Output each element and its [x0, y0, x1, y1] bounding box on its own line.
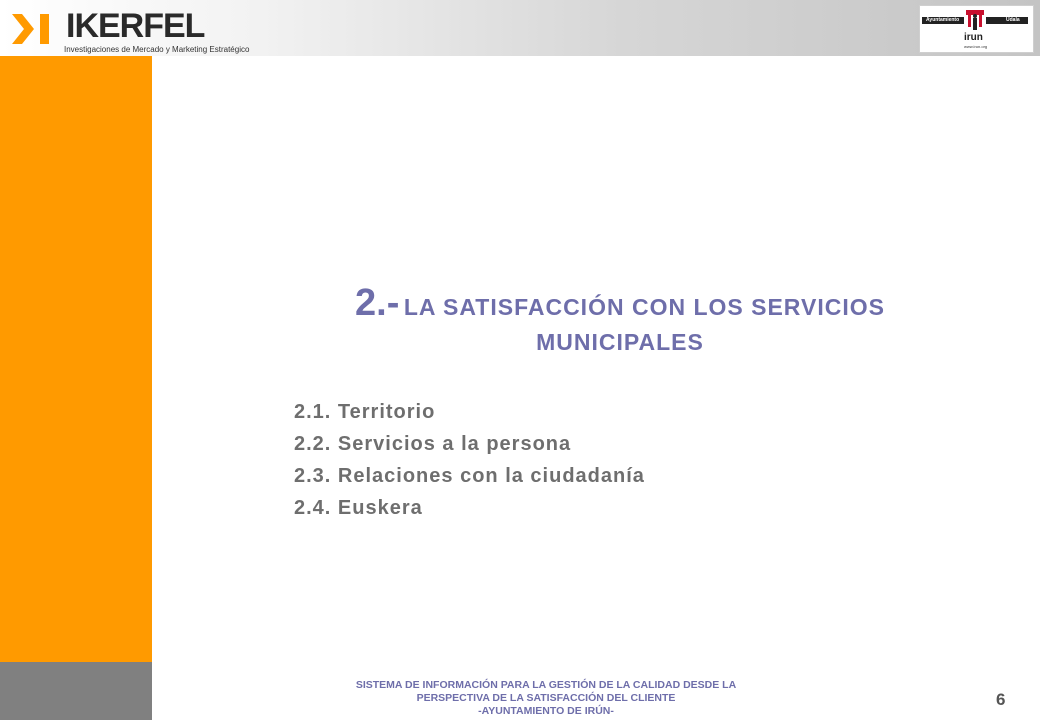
ikerfel-chevron-logo-icon	[10, 12, 56, 46]
section-title-line2: MUNICIPALES	[536, 329, 704, 355]
footer-caption	[300, 679, 792, 718]
top-header-bar	[0, 0, 1040, 56]
footer-line-2: PERSPECTIVA DE LA SATISFACCIÓN DEL CLIENTE	[416, 692, 676, 704]
left-orange-sidebar	[0, 56, 152, 662]
left-gray-footer-block	[0, 662, 152, 720]
ikerfel-logo-tagline: Investigaciones de Mercado y Marketing Estratégico	[64, 45, 250, 54]
irun-logo-text: irun	[964, 32, 983, 43]
subsection-list	[294, 396, 645, 524]
page-number: 6	[996, 690, 1006, 709]
irun-logo-url: www.irun.org	[964, 44, 988, 49]
irun-seal-icon	[964, 9, 986, 33]
ikerfel-logo-text: IKERFEL	[66, 7, 205, 45]
subsection-item-relaciones-ciudadania: 2.3. Relaciones con la ciudadanía	[294, 465, 645, 487]
footer-line-3: -AYUNTAMIENTO DE IRÚN-	[478, 705, 614, 717]
subsection-item-servicios-persona: 2.2. Servicios a la persona	[294, 433, 572, 455]
section-title-line1: LA SATISFACCIÓN CON LOS SERVICIOS	[403, 294, 885, 320]
slide-heading	[190, 282, 1040, 356]
irun-logo-right-label: Udala	[1006, 17, 1020, 23]
footer-line-1: SISTEMA DE INFORMACIÓN PARA LA GESTIÓN DE LA CALIDAD DESDE LA	[355, 679, 737, 691]
subsection-item-euskera: 2.4. Euskera	[294, 497, 423, 519]
ikerfel-logo	[8, 7, 250, 54]
irun-logo	[919, 5, 1034, 53]
subsection-item-territorio: 2.1. Territorio	[294, 401, 436, 423]
section-number: 2.-	[355, 282, 400, 324]
irun-logo-left-label: Ayuntamiento	[926, 17, 960, 23]
